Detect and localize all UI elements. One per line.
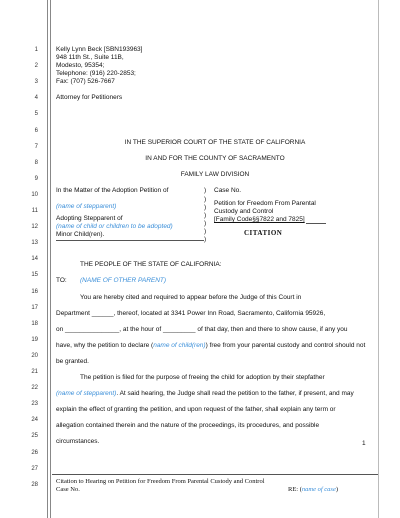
court-heading-1: IN THE SUPERIOR COURT OF THE STATE OF CALIFORNIA bbox=[124, 139, 306, 146]
body-line-9: allegation contained therein and the nature of the proceedings, its procedures, and possible bbox=[56, 422, 320, 429]
caption-paren: ) bbox=[204, 187, 207, 194]
caption-paren: ) bbox=[204, 196, 207, 203]
line-number: 2 bbox=[34, 63, 38, 70]
line-number: 5 bbox=[34, 111, 38, 118]
case-name-placeholder: name of case bbox=[301, 486, 336, 493]
people-heading: THE PEOPLE OF THE STATE OF CALIFORNIA: bbox=[80, 261, 222, 268]
attorney-fax: Fax: (707) 526-7667 bbox=[56, 78, 115, 85]
line-number: 26 bbox=[31, 449, 38, 456]
line-number: 21 bbox=[31, 369, 38, 375]
caption-paren: ) bbox=[204, 220, 207, 227]
body-line-4-start: have, why the petition to declare ( bbox=[56, 342, 154, 349]
line-number: 9 bbox=[34, 175, 38, 182]
line-number: 4 bbox=[34, 95, 38, 102]
line-number: 18 bbox=[31, 320, 38, 327]
line-number: 3 bbox=[34, 79, 38, 86]
other-parent-placeholder: (NAME OF OTHER PARENT) bbox=[80, 277, 167, 284]
petition-title-1: Petition for Freedom From Parental bbox=[214, 200, 316, 207]
attorney-telephone: Telephone: (916) 220-2853; bbox=[56, 70, 136, 77]
attorney-address-2: Modesto, 95354; bbox=[56, 62, 105, 69]
caption-paren: ) bbox=[204, 228, 207, 235]
family-code-underline bbox=[306, 223, 326, 224]
attorney-address-1: 948 11th St., Suite 11B, bbox=[56, 54, 124, 61]
body-line-2: Department ______, thereof, located at 3341 Power Inn Road, Sacramento, California 95926, bbox=[56, 310, 326, 317]
line-number: 17 bbox=[31, 304, 38, 311]
caption-matter: In the Matter of the Adoption Petition of bbox=[56, 187, 169, 194]
left-margin-rule-inner bbox=[50, 0, 51, 518]
body-line-8: explain the effect of granting the petition, and upon request of the father, shall explain any term or bbox=[56, 406, 336, 413]
body-line-7 bbox=[56, 390, 354, 398]
body-line-1: You are hereby cited and required to appear before the Judge of this Court in bbox=[80, 294, 302, 301]
body-line-5: be granted. bbox=[56, 358, 89, 365]
footer-rule bbox=[52, 474, 378, 475]
family-code-reference: [Family Code§§7822 and 7825] bbox=[214, 216, 305, 223]
line-number: 14 bbox=[31, 256, 38, 263]
court-heading-2: IN AND FOR THE COUNTY OF SACRAMENTO bbox=[145, 155, 285, 162]
petition-title-2: Custody and Control bbox=[214, 208, 274, 215]
footer-title: Citation to Hearing on Petition for Freedom From Parental Custody and Control bbox=[56, 478, 265, 485]
line-number: 24 bbox=[31, 417, 38, 424]
line-number: 12 bbox=[31, 224, 38, 231]
line-number: 20 bbox=[31, 352, 38, 359]
line-number: 7 bbox=[34, 143, 38, 150]
line-number: 11 bbox=[31, 208, 38, 214]
line-number: 25 bbox=[31, 433, 38, 440]
footer-re-label: RE: ( bbox=[288, 486, 302, 493]
caption-paren: ) bbox=[204, 204, 207, 211]
body-line-10: circumstances. bbox=[56, 438, 100, 445]
footer-case-number: Case No. bbox=[56, 486, 80, 493]
attorney-role: Attorney for Petitioners bbox=[56, 94, 123, 101]
line-number: 16 bbox=[31, 288, 38, 295]
body-line-4-end: ) free from your parental custody and control should not bbox=[205, 342, 366, 349]
line-number: 22 bbox=[31, 385, 38, 392]
right-margin-rule bbox=[378, 0, 379, 518]
line-number: 10 bbox=[31, 191, 38, 198]
body-line-7-end: . At said hearing, the Judge shall read the petition to the father, if present, and may bbox=[116, 390, 354, 397]
stepparent-placeholder: (name of stepparent) bbox=[56, 203, 117, 210]
child-name-placeholder: name of child(ren) bbox=[153, 342, 206, 349]
line-number: 1 bbox=[34, 47, 38, 53]
line-number: 15 bbox=[31, 272, 38, 279]
caption-rule bbox=[56, 240, 204, 241]
body-line-4 bbox=[56, 342, 365, 350]
body-line-6: The petition is filed for the purpose of freeing the child for adoption by their stepfather bbox=[80, 374, 325, 381]
to-label: TO: bbox=[56, 277, 67, 284]
page-number: 1 bbox=[362, 440, 366, 447]
line-number: 6 bbox=[34, 127, 38, 134]
court-heading-3: FAMILY LAW DIVISION bbox=[180, 171, 250, 178]
stepparent-name-placeholder: (name of stepparent) bbox=[56, 390, 117, 397]
footer-re bbox=[288, 486, 338, 494]
line-number: 13 bbox=[31, 240, 38, 247]
caption-paren: ) bbox=[204, 212, 207, 219]
line-number: 8 bbox=[34, 159, 38, 166]
line-number: 28 bbox=[31, 481, 38, 488]
line-number: 23 bbox=[31, 401, 38, 408]
line-number: 27 bbox=[31, 465, 38, 472]
left-margin-rule bbox=[47, 0, 48, 518]
line-number: 19 bbox=[31, 336, 38, 343]
attorney-name: Kelly Lynn Beck [SBN193963] bbox=[56, 46, 143, 53]
footer-re-close: ) bbox=[335, 486, 339, 493]
body-line-3: on _______________, at the hour of _________ of that day, then and there to show cause, if any you bbox=[56, 326, 348, 333]
caption-minor: Minor Child(ren). bbox=[56, 231, 105, 238]
caption-adopting: Adopting Stepparent of bbox=[56, 215, 123, 222]
case-number-label: Case No. bbox=[214, 187, 242, 194]
caption-paren: ) bbox=[204, 236, 207, 243]
document-title: CITATION bbox=[244, 229, 283, 237]
child-placeholder: (name of child or children to be adopted) bbox=[56, 223, 173, 230]
